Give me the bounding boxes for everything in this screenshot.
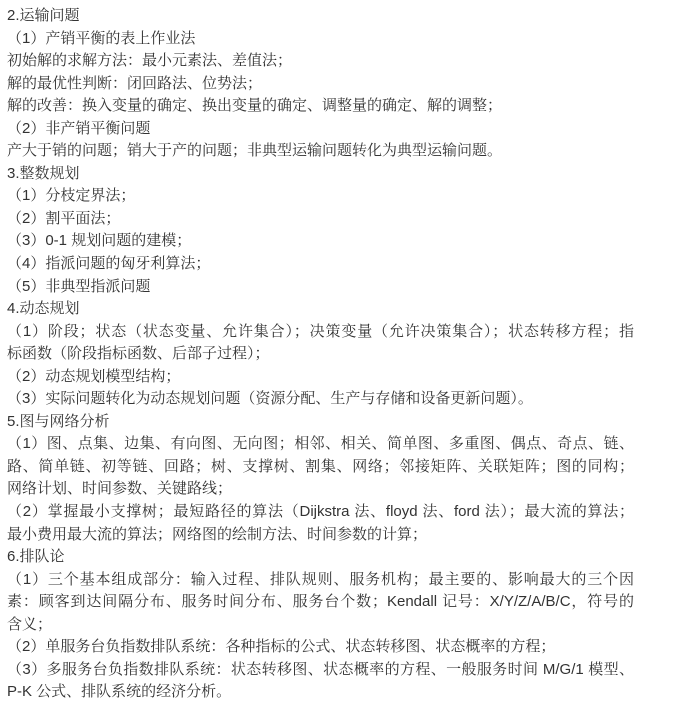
doc-line: 网络计划、时间参数、关键路线； [7,480,233,498]
doc-line: （1）三个基本组成部分：输入过程、排队规则、服务机构；最主要的、影响最大的三个因 [7,570,634,588]
doc-line: 解的改善：换入变量的确定、换出变量的确定、调整量的确定、解的调整； [7,97,503,115]
doc-line: 标函数（阶段指标函数、后部子过程）； [7,345,270,363]
doc-line: （1）分枝定界法； [7,187,136,205]
doc-line: （3）0-1 规划问题的建模； [7,232,192,250]
section-heading-graph-network: 5.图与网络分析 [7,412,110,430]
section-heading-queueing-theory: 6.排队论 [7,548,65,566]
doc-line: （2）割平面法； [7,209,121,227]
doc-line: 最小费用最大流的算法；网络图的绘制方法、时间参数的计算； [7,525,428,543]
doc-line: （2）动态规划模型结构； [7,367,181,385]
section-heading-integer-programming: 3.整数规划 [7,164,80,182]
doc-line: 产大于销的问题；销大于产的问题；非典型运输问题转化为典型运输问题。 [7,142,503,160]
doc-line: （2）单服务台负指数排队系统：各种指标的公式、状态转移图、状态概率的方程； [7,638,556,656]
doc-line: 初始解的求解方法：最小元素法、差值法； [7,52,293,70]
doc-line: （1）产销平衡的表上作业法 [7,29,196,47]
doc-line: （4）指派问题的匈牙利算法； [7,255,211,273]
doc-line: 含义； [7,615,53,633]
doc-line: （3）多服务台负指数排队系统：状态转移图、状态概率的方程、一般服务时间 M/G/1 模型、 [7,660,634,678]
doc-line: 路、简单链、初等链、回路；树、支撑树、割集、网络；邻接矩阵、关联矩阵；图的同构； [7,457,634,475]
doc-line: （2）非产销平衡问题 [7,119,151,137]
doc-line: （2）掌握最小支撑树；最短路径的算法（Dijkstra 法、floyd 法、ford 法）；最大流的算法； [7,503,634,521]
section-heading-dynamic-programming: 4.动态规划 [7,300,80,318]
doc-line: 素：顾客到达间隔分布、服务时间分布、服务台个数；Kendall 记号：X/Y/Z/A/B/C，符号的 [7,593,634,611]
doc-line: （1）阶段；状态（状态变量、允许集合）；决策变量（允许决策集合）；状态转移方程；指 [7,322,634,340]
doc-line: （3）实际问题转化为动态规划问题（资源分配、生产与存储和设备更新问题）。 [7,390,533,408]
doc-line: 解的最优性判断：闭回路法、位势法； [7,74,263,92]
doc-line: （5）非典型指派问题 [7,277,151,295]
doc-line: P-K 公式、排队系统的经济分析。 [7,683,232,701]
doc-line: （1）图、点集、边集、有向图、无向图；相邻、相关、简单图、多重图、偶点、奇点、链、 [7,435,634,453]
section-heading-transportation: 2.运输问题 [7,7,80,24]
